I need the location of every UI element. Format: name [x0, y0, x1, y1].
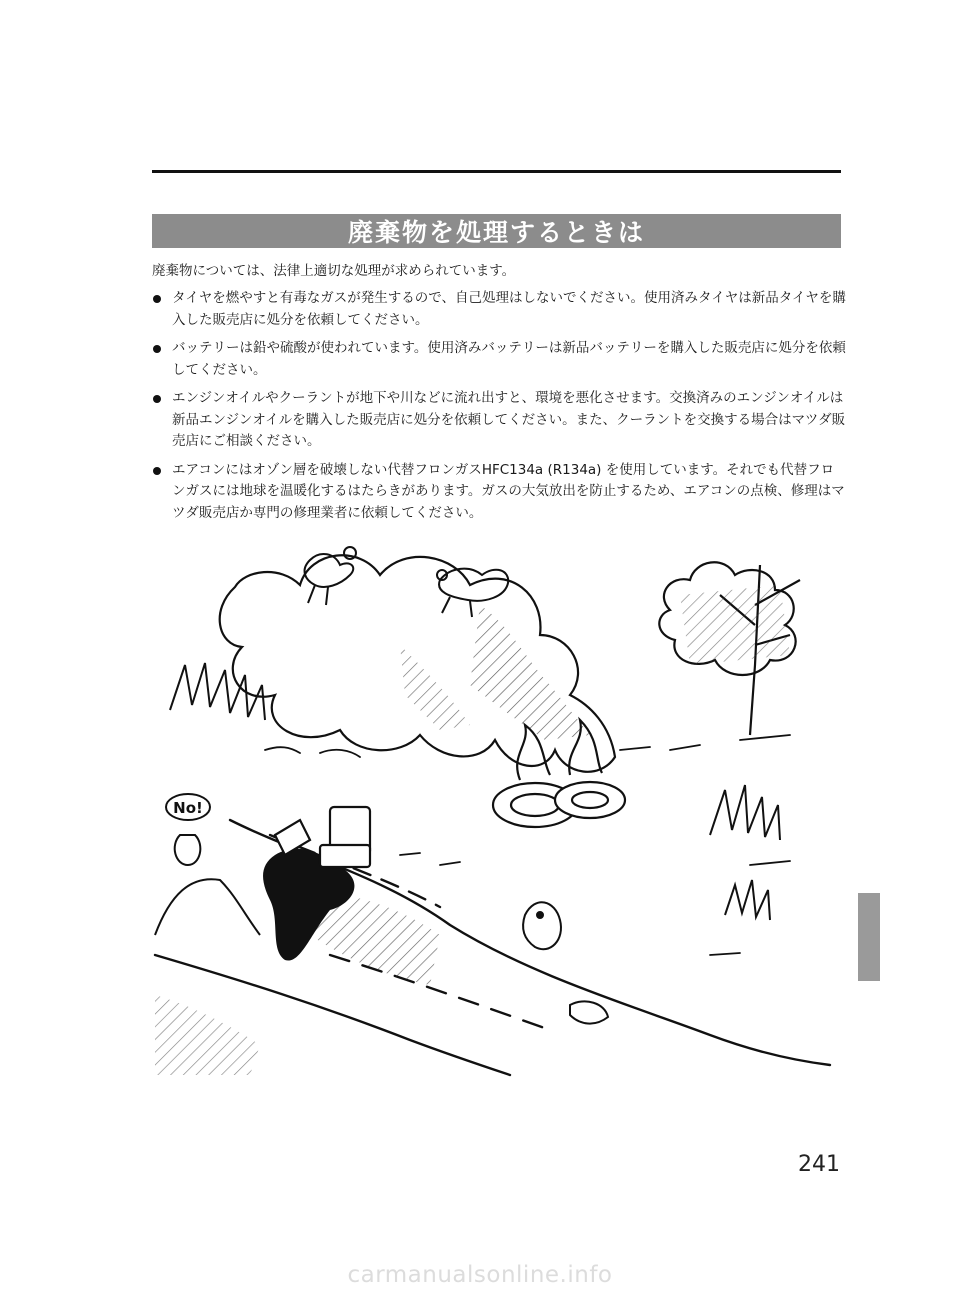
no-sign-text: No! [173, 799, 203, 817]
bird-icon [437, 569, 508, 617]
bullet-dot-icon [153, 345, 161, 353]
bullet-item-tires [152, 288, 846, 331]
bullet-item-oil [152, 388, 846, 453]
bullet-dot-icon [153, 295, 161, 303]
pollution-illustration [150, 535, 840, 1080]
bullet-item-aircon [152, 460, 846, 525]
bullet-dot-icon [153, 467, 161, 475]
bullet-item-battery [152, 338, 846, 381]
river [155, 820, 830, 1075]
chapter-side-tab [858, 893, 880, 981]
tree-hatching [680, 585, 790, 665]
bullet-text: タイヤを燃やすと有毒なガスが発生するので、自己処理はしないでください。使用済みタイヤは新品タイヤを購入した販売店に処分を依頼してください。 [172, 290, 846, 328]
section-title: 廃棄物を処理するときは [347, 218, 645, 247]
bullet-list [152, 288, 846, 531]
smoke-hatching [400, 605, 590, 740]
bush-icon [170, 663, 780, 920]
section-title-bar [152, 214, 841, 248]
no-sign [155, 794, 260, 935]
bullet-dot-icon [153, 395, 161, 403]
page-number: 241 [798, 1152, 840, 1177]
bullet-text: エアコンにはオゾン層を破壊しない代替フロンガスHFC134a (R134a) を使用しています。それでも代替フロンガスには地球を温暖化するはたらきがあります。ガスの大気放出を防止するため、エアコンの点検、修理はマツダ販売店か専門の修理業者に依頼してください。 [172, 461, 845, 521]
bullet-text: エンジンオイルやクーラントが地下や川などに流れ出すと、環境を悪化させます。交換済みのエンジンオイルは新品エンジンオイルを購入した販売店に処分を依頼してください。また、クーラントを交換する場合はマツダ販売店にご相談ください。 [172, 390, 846, 449]
watermark: carmanualsonline.info [347, 1262, 613, 1288]
fish-icon [523, 902, 608, 1023]
top-rule [152, 170, 841, 173]
bullet-text: バッテリーは鉛や硫酸が使われています。使用済みバッテリーは新品バッテリーを購入した販売店に処分を依頼してください。 [172, 340, 846, 378]
intro-text: 廃棄物については、法律上適切な処理が求められています。 [152, 263, 516, 279]
